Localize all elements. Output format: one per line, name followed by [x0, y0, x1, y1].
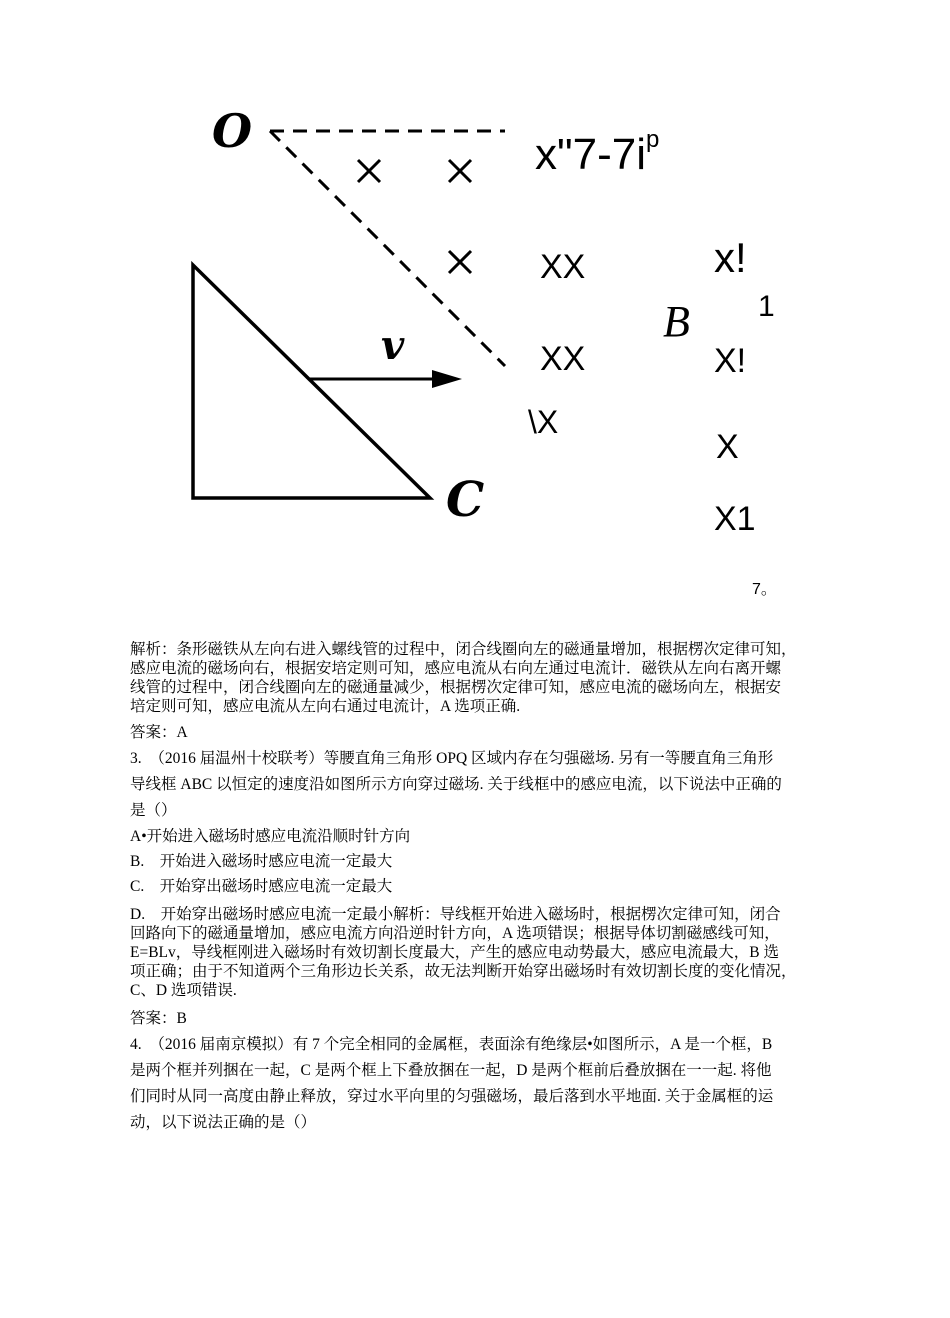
field-cross-marks — [358, 160, 471, 273]
label-v: v — [381, 322, 405, 369]
question-3-options — [130, 824, 830, 899]
option-d-analysis — [130, 905, 830, 1000]
answer-q2: 答案：A — [130, 724, 188, 741]
text-line: 们同时从同一高度由静止释放，穿过水平向里的匀强磁场，最后落到水平地面. 关于金属框的运 — [130, 1088, 774, 1105]
answer-q3: 答案：B — [130, 1010, 187, 1027]
ocr-fragment: 7。 — [752, 581, 777, 598]
text-line: 4. （2016 届南京模拟）有 7 个完全相同的金属框，表面涂有绝缘层•如图所示，A 是一个框，B — [130, 1036, 773, 1053]
text-line: 导线框 ABC 以恒定的速度沿如图所示方向穿过磁场. 关于线框中的感应电流，以下说法中正确的 — [130, 776, 782, 793]
text-line: 项正确；由于不知道两个三角形边长关系，故无法判断开始穿出磁场时有效切割长度的变化情况， — [130, 963, 797, 980]
ocr-fragment: XX — [540, 248, 586, 286]
ocr-fragment: X1 — [714, 500, 756, 538]
question-3 — [130, 746, 830, 824]
text-line: C、D 选项错误. — [130, 982, 237, 999]
label-o: O — [212, 104, 253, 158]
text-line: 回路向下的磁通量增加，感应电流方向沿逆时针方向，A 选项错误；根据导体切割磁感线可知， — [130, 925, 780, 942]
text-line: 3. （2016 届温州十校联考）等腰直角三角形 OPQ 区域内存在匀强磁场. 另有一等腰直角三角形 — [130, 750, 774, 767]
text-line: 解析：条形磁铁从左向右进入螺线管的过程中，闭合线圈向左的磁通量增加，根据楞次定律可知， — [130, 641, 797, 658]
text-line: 是（） — [130, 802, 177, 819]
label-b: B — [663, 297, 690, 346]
text-line: D. 开始穿出磁场时感应电流一定最小解析：导线框开始进入磁场时，根据楞次定律可知，闭合 — [130, 906, 781, 923]
option-c: C. 开始穿出磁场时感应电流一定最大 — [130, 878, 393, 895]
ocr-fragment: 1 — [758, 290, 775, 323]
physics-figure — [180, 100, 510, 520]
text-line: E=BLv，导线框刚进入磁场时有效切割长度最大，产生的感应电动势最大，感应电流最大，B 选 — [130, 944, 779, 961]
analysis-q2 — [130, 640, 830, 716]
text-line: 培定则可知，感应电流从左向右通过电流计，A 选项正确. — [130, 698, 521, 715]
text-line: 线管的过程中，闭合线圈向左的磁通量减少，根据楞次定律可知，感应电流的磁场向左，根据安 — [130, 679, 782, 696]
ocr-fragment: $x"7-7i^p$ — [535, 126, 660, 179]
ocr-fragment: \X — [528, 404, 559, 440]
label-c: C — [446, 472, 485, 528]
ocr-fragment: X! — [714, 342, 747, 380]
text-line: 动，以下说法正确的是（） — [130, 1114, 317, 1131]
wire-frame-triangle — [193, 265, 430, 498]
question-4 — [130, 1032, 830, 1136]
velocity-arrowhead — [432, 370, 462, 388]
text-line: 是两个框并列捆在一起，C 是两个框上下叠放捆在一起，D 是两个框前后叠放捆在一一起. 将他 — [130, 1062, 772, 1079]
text-line: 感应电流的磁场向右，根据安培定则可知，感应电流从右向左通过电流计．磁铁从左向右离开螺 — [130, 660, 782, 677]
ocr-fragment: x! — [714, 234, 747, 281]
ocr-fragment: X — [716, 428, 739, 466]
ocr-fragment: XX — [540, 340, 586, 378]
option-a: A•开始进入磁场时感应电流沿顺时针方向 — [130, 828, 411, 845]
option-b: B. 开始进入磁场时感应电流一定最大 — [130, 853, 393, 870]
